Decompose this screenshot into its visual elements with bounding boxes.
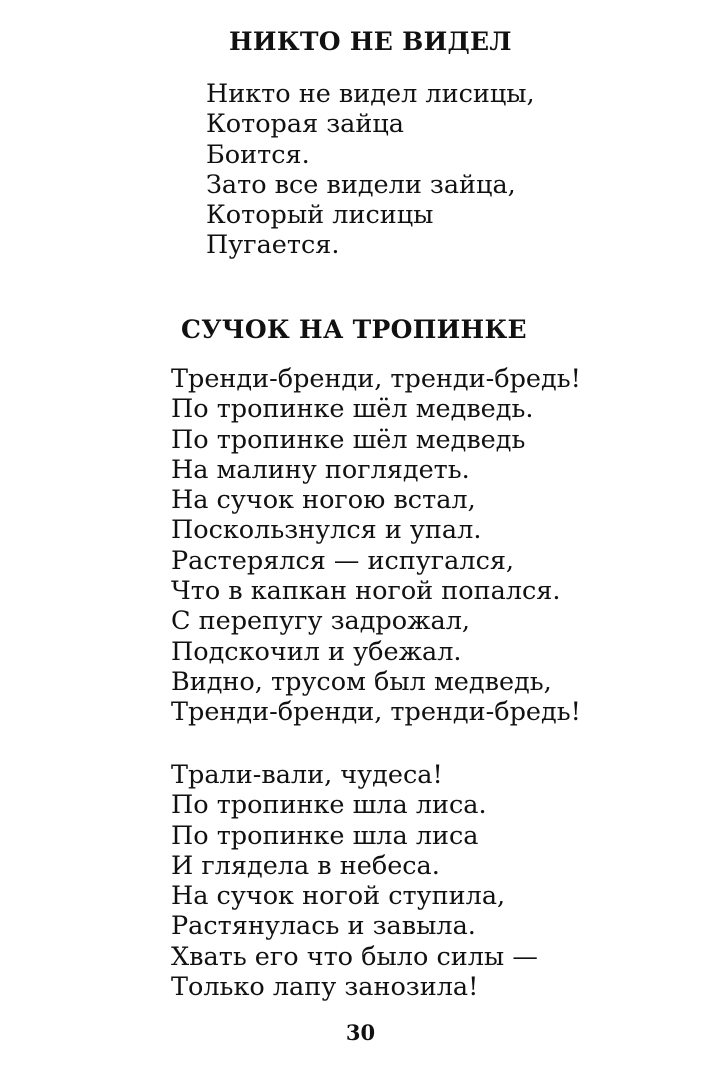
poem-line: По тропинке шёл медведь [171,424,526,455]
poem-line: Подскочил и убежал. [171,636,462,667]
poem-line: Видно, трусом был медведь, [171,666,552,697]
poem-title: НИКТО НЕ ВИДЕЛ [229,27,512,56]
poem-line: Растерялся — испугался, [171,545,515,576]
poem-stanza [171,364,581,728]
poem-title: СУЧОК НА ТРОПИНКЕ [181,315,527,344]
poem-line: Растянулась и завыла. [171,911,476,942]
poem-line: По тропинке шла лиса [171,820,479,851]
poem-line: Что в капкан ногой попался. [171,576,561,607]
poem-stanza [206,79,535,261]
poem-line: На сучок ногой ступила, [171,881,506,912]
poem-line: Трали-вали, чудеса! [171,760,443,790]
poem-line: Боится. [206,139,310,170]
poem-line: По тропинке шла лиса. [171,790,487,821]
poem-line: С перепугу задрожал, [171,606,471,637]
poem-line: На малину поглядеть. [171,454,470,485]
poem-line: Который лисицы [206,200,434,231]
poem-line: Зато все видели зайца, [206,169,516,200]
poem-line: По тропинке шёл медведь. [171,394,534,425]
poem-line: Хвать его что было силы — [171,941,538,972]
poem-line: Только лапу занозила! [171,972,479,1003]
poem-line: И глядела в небеса. [171,850,440,881]
poem-line: На сучок ногою встал, [171,485,476,516]
poem-stanza [171,760,538,1002]
poem-line: Поскользнулся и упал. [171,515,482,546]
poem-line: Пугается. [206,230,340,261]
poem-line: Которая зайца [206,109,404,140]
poem-line: Никто не видел лисицы, [206,79,535,109]
poem-line: Тренди-бренди, тренди-бредь! [171,364,581,394]
poem-line: Тренди-бренди, тренди-бредь! [171,697,581,728]
page-number: 30 [345,1020,376,1045]
